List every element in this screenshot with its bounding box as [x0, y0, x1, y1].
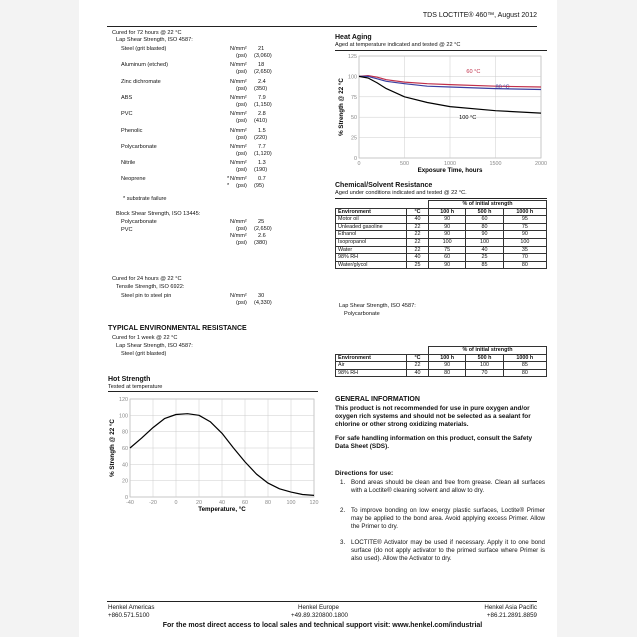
y-tick-label: 75 — [351, 94, 357, 101]
material-name: Neoprene — [121, 176, 146, 183]
x-axis-label: Temperature, °C — [198, 506, 246, 513]
value-psi: (410) — [254, 118, 268, 125]
y-tick-label: 120 — [119, 397, 128, 403]
footer-europe-phone: +49.89.320800.1800 — [291, 612, 348, 619]
value-psi: (190) — [254, 167, 268, 174]
x-tick-label: 500 — [400, 161, 409, 167]
footer-rule — [107, 601, 537, 602]
series-label: 100 °C — [459, 114, 477, 121]
unit-psi: (psi) — [236, 167, 247, 174]
value-cell: 70 — [503, 254, 546, 262]
value-nmm: 7.7 — [258, 143, 266, 150]
blank-cell — [336, 347, 429, 355]
value-nmm: 25 — [258, 219, 265, 225]
oxygen-warning: This product is not recommended for use in pure oxygen and/or oxygen rich systems and should not be selected as a sealant for chlorine or other strong oxidizing materials. — [335, 405, 531, 428]
unit-nmm: N/mm² — [230, 78, 247, 85]
column-header: Environment — [336, 208, 407, 216]
tensile-substrate: Steel pin to steel pin — [121, 293, 172, 299]
value-psi: (1,120) — [254, 150, 272, 157]
y-tick-label: 40 — [122, 462, 128, 469]
y-tick-label: 50 — [351, 115, 357, 122]
env-resistance-title: TYPICAL ENVIRONMENTAL RESISTANCE — [108, 325, 247, 332]
header-rule — [107, 26, 537, 27]
value-cell: 90 — [428, 216, 465, 224]
pct-header: % of initial strength — [428, 347, 546, 355]
x-tick-label: 0 — [357, 161, 361, 167]
value-psi: (2,650) — [254, 226, 272, 232]
lap-shear-heading: Lap Shear Strength, ISO 4587: — [116, 37, 193, 43]
heat-aging-title: Heat Aging — [335, 34, 372, 41]
material-name: Nitrile — [121, 160, 136, 167]
x-tick-label: -20 — [149, 500, 157, 506]
environment-cell: Unleaded gasoline — [336, 223, 407, 231]
value-nmm: 2.6 — [258, 233, 266, 239]
heat-aging-chart — [335, 51, 549, 176]
value-cell: 90 — [503, 231, 546, 239]
environment-cell: Motor oil — [336, 216, 407, 224]
table-row — [336, 238, 547, 246]
value-nmm: 2.8 — [258, 111, 266, 118]
polycarb-resistance-table — [335, 346, 547, 377]
tensile-value-nmm: 30 — [258, 293, 265, 299]
material-name: Phenolic — [121, 127, 143, 134]
polycarb-substrate: Polycarbonate — [344, 311, 380, 317]
value-cell: 60 — [466, 216, 503, 224]
block-material-name: Polycarbonate — [121, 219, 157, 225]
direction-text: Bond areas should be clean and free from grease. Clean all surfaces with a Loctite® cleaning solvent and allow to dry. — [351, 479, 545, 494]
value-cell: 85 — [466, 261, 503, 269]
column-header: 1000 h — [503, 208, 546, 216]
unit-psi: (psi) — [236, 69, 247, 76]
y-tick-label: 100 — [348, 74, 357, 81]
column-header: 100 h — [428, 354, 465, 362]
value-cell: 22 — [407, 246, 429, 254]
x-tick-label: 80 — [265, 500, 271, 506]
footer-tagline: For the most direct access to local sales and technical support visit: www.henkel.com/industrial — [162, 622, 483, 629]
safety-note: For safe handling information on this product, consult the Safety Data Sheet (SDS). — [335, 435, 533, 450]
datasheet-page — [79, 0, 557, 637]
value-nmm: 1.5 — [258, 127, 266, 134]
unit-nmm: N/mm² — [230, 111, 247, 118]
steel-grit-blasted: Steel (grit blasted) — [121, 351, 167, 357]
tensile-unit-psi: (psi) — [236, 300, 247, 306]
hot-strength-title: Hot Strength — [108, 376, 151, 383]
y-tick-label: 80 — [122, 429, 128, 436]
value-cell: 60 — [428, 254, 465, 262]
value-cell: 40 — [466, 246, 503, 254]
material-name: Polycarbonate — [121, 143, 157, 150]
column-header: 500 h — [466, 208, 503, 216]
environment-cell: Water — [336, 246, 407, 254]
substrate-failure-note: * substrate failure — [123, 196, 167, 202]
material-name: PVC — [121, 111, 133, 118]
x-tick-label: 60 — [242, 500, 248, 506]
value-cell: 100 — [466, 362, 503, 370]
value-cell: 90 — [428, 231, 465, 239]
footer-asia-phone: +86.21.2891.8859 — [486, 612, 537, 619]
x-tick-label: 120 — [309, 500, 319, 506]
value-cell: 22 — [407, 362, 429, 370]
value-nmm: 18 — [258, 62, 265, 69]
unit-nmm: N/mm² — [230, 46, 247, 52]
direction-number: 3. — [340, 539, 346, 546]
value-cell: 40 — [407, 369, 429, 377]
unit-nmm: N/mm² — [230, 176, 247, 183]
general-info-title: GENERAL INFORMATION — [335, 396, 420, 403]
table-row — [336, 246, 547, 254]
value-psi: (3,060) — [254, 53, 272, 59]
x-tick-label: 1500 — [489, 161, 502, 167]
x-tick-label: 40 — [219, 500, 225, 506]
x-tick-label: 2000 — [535, 161, 547, 167]
unit-psi: (psi) — [236, 150, 247, 157]
direction-text: LOCTITE® Activator may be used if necessary. Apply it to one bond surface (do not apply activator to the primed surface where Primer is also used). Allow the Activator to dry. — [351, 539, 545, 562]
cured-24h: Cured for 24 hours @ 22 °C — [112, 276, 182, 282]
unit-nmm: N/mm² — [230, 62, 247, 69]
environment-cell: Air — [336, 362, 407, 370]
x-tick-label: 20 — [196, 500, 202, 506]
value-psi: (95) — [254, 183, 264, 190]
value-nmm: 2.4 — [258, 78, 266, 85]
value-cell: 70 — [466, 369, 503, 377]
value-psi: (350) — [254, 85, 268, 92]
footer-americas: Henkel Americas — [108, 604, 155, 611]
directions-title: Directions for use: — [335, 470, 394, 477]
tensile-heading: Tensile Strength, ISO 6922: — [116, 284, 185, 290]
value-cell: 100 — [466, 238, 503, 246]
value-cell: 90 — [428, 362, 465, 370]
value-cell: 95 — [503, 216, 546, 224]
table-row — [336, 231, 547, 239]
table-row — [336, 223, 547, 231]
y-tick-label: 0 — [125, 495, 128, 501]
material-name: Steel (grit blasted) — [121, 46, 167, 52]
tensile-unit-nmm: N/mm² — [230, 293, 247, 299]
x-tick-label: 0 — [174, 500, 178, 506]
y-tick-label: 20 — [122, 478, 128, 485]
value-cell: 22 — [407, 238, 429, 246]
series-label: 60 °C — [466, 69, 481, 76]
direction-number: 1. — [340, 479, 346, 486]
value-nmm: 7.9 — [258, 94, 266, 101]
unit-psi: (psi) — [236, 118, 247, 125]
chemical-subtitle: Aged under conditions indicated and tested @ 22 °C. — [335, 190, 467, 196]
value-cell: 75 — [503, 223, 546, 231]
unit-nmm: N/mm² — [230, 219, 247, 225]
material-name: Aluminum (etched) — [121, 62, 168, 69]
material-name: ABS — [121, 94, 133, 101]
chemical-resistance-table — [335, 200, 547, 269]
y-tick-label: 25 — [351, 135, 357, 142]
value-cell: 40 — [407, 216, 429, 224]
block-material-name: PVC — [121, 227, 133, 233]
asterisk-mark: * — [227, 176, 230, 183]
table-row — [336, 369, 547, 377]
y-axis-label: % Strength @ 22 °C — [338, 78, 345, 136]
unit-psi: (psi) — [236, 134, 247, 141]
value-cell: 85 — [503, 362, 546, 370]
unit-psi: (psi) — [236, 240, 247, 246]
heat-aging-subtitle: Aged at temperature indicated and tested @ 22 °C — [335, 42, 461, 48]
environment-cell: Water/glycol — [336, 261, 407, 269]
y-tick-label: 0 — [354, 156, 357, 162]
unit-psi: (psi) — [236, 226, 247, 232]
value-psi: (380) — [254, 240, 268, 246]
unit-nmm: N/mm² — [230, 127, 247, 134]
table-row — [336, 261, 547, 269]
tensile-value-psi: (4,330) — [254, 300, 272, 306]
value-cell: 35 — [503, 246, 546, 254]
y-tick-label: 125 — [348, 54, 357, 60]
footer-europe: Henkel Europe — [298, 604, 339, 611]
table-row — [336, 254, 547, 262]
environment-cell: Isopropanol — [336, 238, 407, 246]
block-shear-heading: Block Shear Strength, ISO 13445: — [116, 211, 201, 217]
x-tick-label: -40 — [126, 500, 134, 506]
environment-cell: 98% RH — [336, 369, 407, 377]
hot-strength-subtitle: Tested at temperature — [108, 384, 163, 390]
unit-psi: (psi) — [236, 101, 247, 108]
environment-cell: 98% RH — [336, 254, 407, 262]
value-cell: 22 — [407, 223, 429, 231]
column-header: 500 h — [466, 354, 503, 362]
chemical-title: Chemical/Solvent Resistance — [335, 182, 433, 189]
table-row — [336, 216, 547, 224]
lap-shear-heading-2: Lap Shear Strength, ISO 4587: — [116, 343, 193, 349]
direction-text: To improve bonding on low energy plastic surfaces, Loctite® Primer may be applied to the bond area. Avoid applying excess Primer. Allow the Primer to dry. — [351, 507, 545, 530]
environment-cell: Ethanol — [336, 231, 407, 239]
value-cell: 80 — [466, 223, 503, 231]
value-cell: 100 — [503, 238, 546, 246]
footer-americas-phone: +860.571.5100 — [108, 612, 150, 619]
hot-strength-rule — [108, 391, 318, 392]
unit-nmm: N/mm² — [230, 143, 247, 150]
value-cell: 25 — [466, 254, 503, 262]
asterisk-mark: * — [227, 183, 230, 190]
value-cell: 80 — [503, 369, 546, 377]
footer-asia: Henkel Asia Pacific — [484, 604, 537, 611]
value-cell: 90 — [428, 223, 465, 231]
pct-header: % of initial strength — [428, 201, 546, 209]
cured-1week: Cured for 1 week @ 22 °C — [112, 335, 178, 341]
unit-psi: (psi) — [236, 85, 247, 92]
blank-cell — [336, 201, 429, 209]
value-cell: 25 — [407, 261, 429, 269]
polycarb-lap-shear: Lap Shear Strength, ISO 4587: — [339, 303, 416, 309]
unit-nmm: N/mm² — [230, 94, 247, 101]
value-nmm: 0.7 — [258, 176, 266, 183]
value-cell: 80 — [428, 369, 465, 377]
value-cell: 90 — [466, 231, 503, 239]
y-tick-label: 100 — [119, 413, 128, 420]
value-psi: (2,650) — [254, 69, 272, 76]
value-psi: (1,150) — [254, 101, 272, 108]
column-header: Environment — [336, 354, 407, 362]
unit-nmm: N/mm² — [230, 233, 247, 239]
value-nmm: 21 — [258, 46, 265, 52]
column-header: °C — [407, 208, 429, 216]
value-cell: 75 — [428, 246, 465, 254]
doc-title: TDS LOCTITE® 460™, August 2012 — [422, 12, 537, 19]
value-psi: (220) — [254, 134, 268, 141]
value-cell: 90 — [428, 261, 465, 269]
value-nmm: 1.3 — [258, 160, 266, 167]
value-cell: 80 — [503, 261, 546, 269]
chemical-rule — [335, 198, 547, 199]
value-cell: 100 — [428, 238, 465, 246]
value-cell: 22 — [407, 231, 429, 239]
unit-psi: (psi) — [236, 53, 247, 59]
cured-72h: Cured for 72 hours @ 22 °C — [112, 30, 182, 36]
direction-number: 2. — [340, 507, 346, 514]
value-cell: 40 — [407, 254, 429, 262]
material-name: Zinc dichromate — [121, 78, 161, 85]
x-tick-label: 1000 — [444, 161, 456, 167]
unit-nmm: N/mm² — [230, 160, 247, 167]
column-header: 100 h — [428, 208, 465, 216]
table-row — [336, 362, 547, 370]
series-label: 80 °C — [495, 84, 510, 91]
hot-strength-chart — [108, 393, 320, 518]
x-tick-label: 100 — [286, 500, 296, 506]
column-header: °C — [407, 354, 429, 362]
column-header: 1000 h — [503, 354, 546, 362]
unit-psi: (psi) — [236, 183, 247, 190]
y-axis-label: % Strength @ 22 °C — [109, 419, 116, 477]
y-tick-label: 60 — [122, 446, 128, 452]
x-axis-label: Exposure Time, hours — [417, 167, 483, 174]
